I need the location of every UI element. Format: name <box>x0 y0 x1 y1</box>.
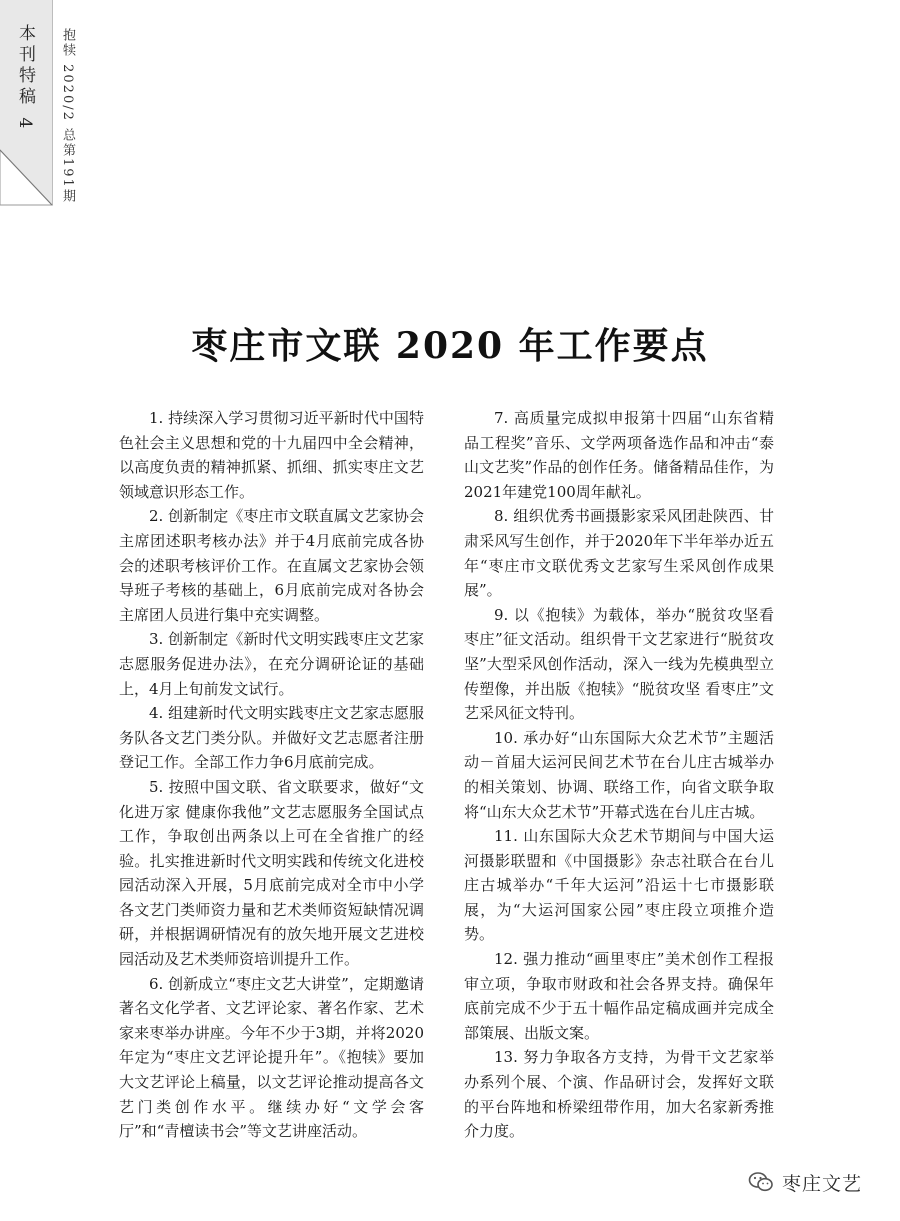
watermark-text: 枣庄文艺 <box>782 1172 863 1195</box>
paragraph: 2. 创新制定《枣庄市文联直属文艺家协会主席团述职考核办法》并于4月底前完成各协会的述职考核评价工作。在直属文艺家协会领导班子考核的基础上，6月底前完成对各协会主席团人员进行集中充实调整。 <box>119 507 424 624</box>
paragraph: 9. 以《抱犊》为载体，举办“脱贫攻坚看枣庄”征文活动。组织骨干文艺家进行“脱贫攻坚”大型采风创作活动，深入一线为先模典型立传塑像，并出版《抱犊》“脱贫攻坚 看枣庄”文艺采风征文特刊。 <box>464 605 774 723</box>
paragraph: 5. 按照中国文联、省文联要求，做好“文化进万家 健康你我他”文艺志愿服务全国试点工作，争取创出两条以上可在全省推广的经验。扎实推进新时代文明实践和传统文化进校园活动深入开展，5月底前完成对全市中小学各文艺门类师资力量和艺术类师资短缺情况调研，并根据调研情况有的放矢地开展文艺进校园活动及艺术类师资培训提升工作。 <box>119 777 424 969</box>
paragraph: 12. 强力推动“画里枣庄”美术创作工程报审立项，争取市财政和社会各界支持。确保年底前完成不少于五十幅作品定稿成画并完成全部策展、出版文案。 <box>464 950 774 1042</box>
paragraph: 3. 创新制定《新时代文明实践枣庄文艺家志愿服务促进办法》，在充分调研论证的基础上，4月上旬前发文试行。 <box>119 630 424 698</box>
paragraph: 13. 努力争取各方支持，为骨干文艺家举办系列个展、个演、作品研讨会，发挥好文联的平台阵地和桥梁纽带作用，加大名家新秀推介力度。 <box>464 1048 774 1141</box>
article-title: 枣庄市文联 2020 年工作要点 <box>191 325 709 367</box>
paragraph: 4. 组建新时代文明实践枣庄文艺家志愿服务队各文艺门类分队。并做好文艺志愿者注册登记工作。全部工作力争6月底前完成。 <box>119 704 424 772</box>
paragraph: 7. 高质量完成拟申报第十四届“山东省精品工程奖”音乐、文学两项备选作品和冲击“泰山文艺奖”作品的创作任务。储备精品佳作，为2021年建党100周年献礼。 <box>464 409 774 501</box>
paragraph: 1. 持续深入学习贯彻习近平新时代中国特色社会主义思想和党的十九届四中全会精神，以高度负责的精神抓紧、抓细、抓实枣庄文艺领域意识形态工作。 <box>119 409 424 501</box>
wechat-icon <box>748 1169 774 1195</box>
section-label: 本刊特稿 4 <box>15 24 35 133</box>
paragraph: 10. 承办好“山东国际大众艺术节”主题活动－首届大运河民间艺术节在台儿庄古城举办的相关策划、协调、联络工作，向省文联争取将“山东大众艺术节”开幕式选在台儿庄古城。 <box>464 728 774 821</box>
issue-info: 抱犊 2020/2 总第191期 <box>60 28 75 204</box>
wechat-watermark <box>748 1165 862 1199</box>
paragraph: 6. 创新成立“枣庄文艺大讲堂”，定期邀请著名文化学者、文艺评论家、著名作家、艺术家来枣举办讲座。今年不少于3期，并将2020年定为“枣庄文艺评论提升年”。《抱犊》要加大文艺评论上稿量，以文艺评论推动提高各文艺门类创作水平。继续办好“文学会客厅”和“青檀读书会”等文艺讲座活动。 <box>119 974 424 1141</box>
paragraph: 11. 山东国际大众艺术节期间与中国大运河摄影联盟和《中国摄影》杂志社联合在台儿庄古城举办“千年大运河”沿运十七市摄影联展，为“大运河国家公园”枣庄段立项推介造势。 <box>464 827 774 944</box>
right-column <box>464 406 774 1144</box>
paragraph: 8. 组织优秀书画摄影家采风团赴陕西、甘肃采风写生创作，并于2020年下半年举办近五年“枣庄市文联优秀文艺家写生采风创作成果展”。 <box>464 507 774 600</box>
left-column <box>119 406 424 1144</box>
